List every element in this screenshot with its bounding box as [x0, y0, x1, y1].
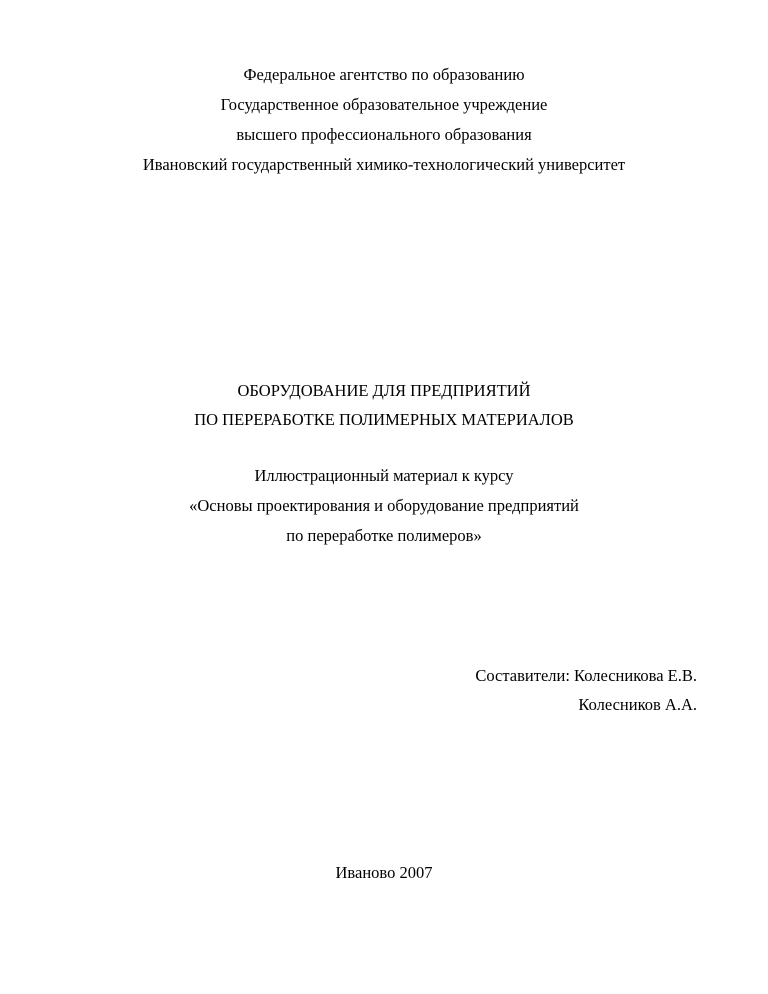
city-year: Иваново 2007	[335, 863, 433, 882]
header-line-institution-type: Государственное образовательное учреждение	[220, 95, 548, 114]
authors-line-2: Колесников А.А.	[578, 695, 697, 714]
subtitle-line-1: Иллюстрационный материал к курсу	[254, 466, 514, 485]
title-line-2: ПО ПЕРЕРАБОТКЕ ПОЛИМЕРНЫХ МАТЕРИАЛОВ	[194, 410, 574, 429]
authors-line-1: Составители: Колесникова Е.В.	[475, 666, 697, 685]
title-line-1: ОБОРУДОВАНИЕ ДЛЯ ПРЕДПРИЯТИЙ	[237, 381, 531, 400]
header-line-university: Ивановский государственный химико-технологический университет	[142, 155, 626, 174]
subtitle-line-2: «Основы проектирования и оборудование предприятий	[189, 496, 579, 515]
header-line-agency: Федеральное агентство по образованию	[243, 65, 525, 84]
subtitle-line-3: по переработке полимеров»	[286, 526, 482, 545]
header-line-education-level: высшего профессионального образования	[236, 125, 532, 144]
